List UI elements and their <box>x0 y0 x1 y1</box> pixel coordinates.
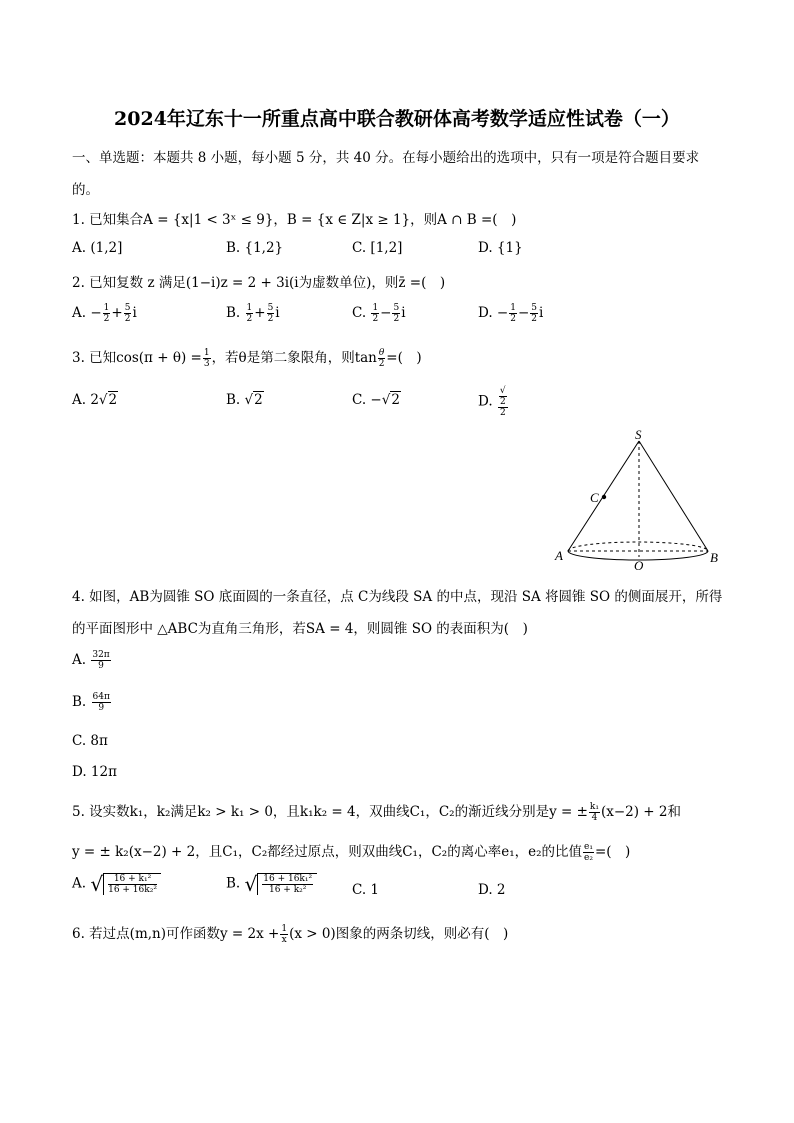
label-b: B <box>710 550 718 565</box>
label-a: A <box>555 548 563 563</box>
q5-option-a: A. √ $\frac{\text{16 + k₁²}}{\text{16 + 16k₂²}}$ <box>72 872 161 896</box>
q4-stem-line2: 的平面图形中 △ABC为直角三角形，若SA = 4，则圆锥 SO 的表面积为( ) <box>72 621 528 637</box>
q1-option-b: B. {1,2} <box>226 240 284 256</box>
q5-option-b: B. √ $\frac{\text{16 + 16k₁²}}{\text{16 + k₂²}}$ <box>226 872 317 896</box>
q4-option-d: D. 12π <box>72 764 117 780</box>
q1-option-c: C. [1,2] <box>352 240 403 256</box>
q6-stem: 6. 若过点(m,n)可作函数y = 2x + $\frac{1}{x}$ (x > 0)图象的两条切线，则必有( ) <box>72 924 509 945</box>
q3-option-d: D. √ 2 2 <box>478 386 506 418</box>
point-c <box>602 495 606 499</box>
q1-option-d: D. {1} <box>478 240 523 256</box>
q3-stem: 3. 已知cos(π + θ) = $\frac{1}{3}$ ，若θ是第二象限角，则tan $\frac{\theta}{2}$ =( ) <box>72 348 422 369</box>
q2-option-c: C. $\frac{1}{2}$ − $\frac{5}{2}$ i <box>352 303 406 324</box>
q1-stem: 1. 已知集合A = {x|1 < 3ˣ ≤ 9}，B = {x ∈ Z|x ≥ 1}，则A ∩ B =( ) <box>72 212 517 228</box>
q4-option-c: C. 8π <box>72 733 108 749</box>
q5-stem-line1: 5. 设实数k₁，k₂满足k₂ > k₁ > 0，且k₁k₂ = 4，双曲线C₁，C₂的渐近线分别是y = ± $\frac{\text{k₁}}{4}$ (x−2) + 2和 <box>72 802 681 823</box>
cone-figure <box>550 425 730 575</box>
q4-stem-line1: 4. 如图，AB为圆锥 SO 底面圆的一条直径，点 C为线段 SA 的中点，现沿 SA 将圆锥 SO 的侧面展开，所得 <box>72 589 723 605</box>
cone-base-back <box>568 542 708 551</box>
section-instruction-line1: 一、单选题：本题共 8 小题，每小题 5 分，共 40 分。在每小题给出的选项中，只有一项是符合题目要求 <box>72 150 700 166</box>
q5-stem-line2: y = ± k₂(x−2) + 2，且C₁，C₂都经过原点，则双曲线C₁，C₂的离心率e₁，e₂的比值 $\frac{\text{e₁}}{\text{e₂}}$ =( ) <box>72 842 631 863</box>
q2-option-b: B. $\frac{1}{2}$ + $\frac{5}{2}$ i <box>226 303 280 324</box>
label-s: S <box>635 427 642 442</box>
q5-option-d: D. 2 <box>478 882 506 898</box>
cone-edge-sb <box>639 441 708 551</box>
page-title: 2024年辽东十一所重点高中联合教研体高考数学适应性试卷（一） <box>114 108 680 130</box>
q5-option-c: C. 1 <box>352 882 380 898</box>
q4-option-a: A. $\frac{32\pi}{9}$ <box>72 650 110 671</box>
q2-option-a: A. − $\frac{1}{2}$ + $\frac{5}{2}$ i <box>72 303 137 324</box>
q1-option-a: A. (1,2] <box>72 240 123 256</box>
section-instruction-line2: 的。 <box>72 182 99 198</box>
q3-option-c: C. −√2 <box>352 392 400 408</box>
label-o: O <box>634 558 644 573</box>
label-c: C <box>590 490 599 505</box>
q2-option-d: D. − $\frac{1}{2}$ − $\frac{5}{2}$ i <box>478 303 544 324</box>
q2-stem: 2. 已知复数 z 满足(1−i)z = 2 + 3i(i为虚数单位)，则z̄ =( ) <box>72 275 446 291</box>
q3-option-b: B. √2 <box>226 392 263 408</box>
q4-option-b: B. $\frac{64\pi}{9}$ <box>72 692 110 713</box>
q3-option-a: A. 2√2 <box>72 392 118 408</box>
